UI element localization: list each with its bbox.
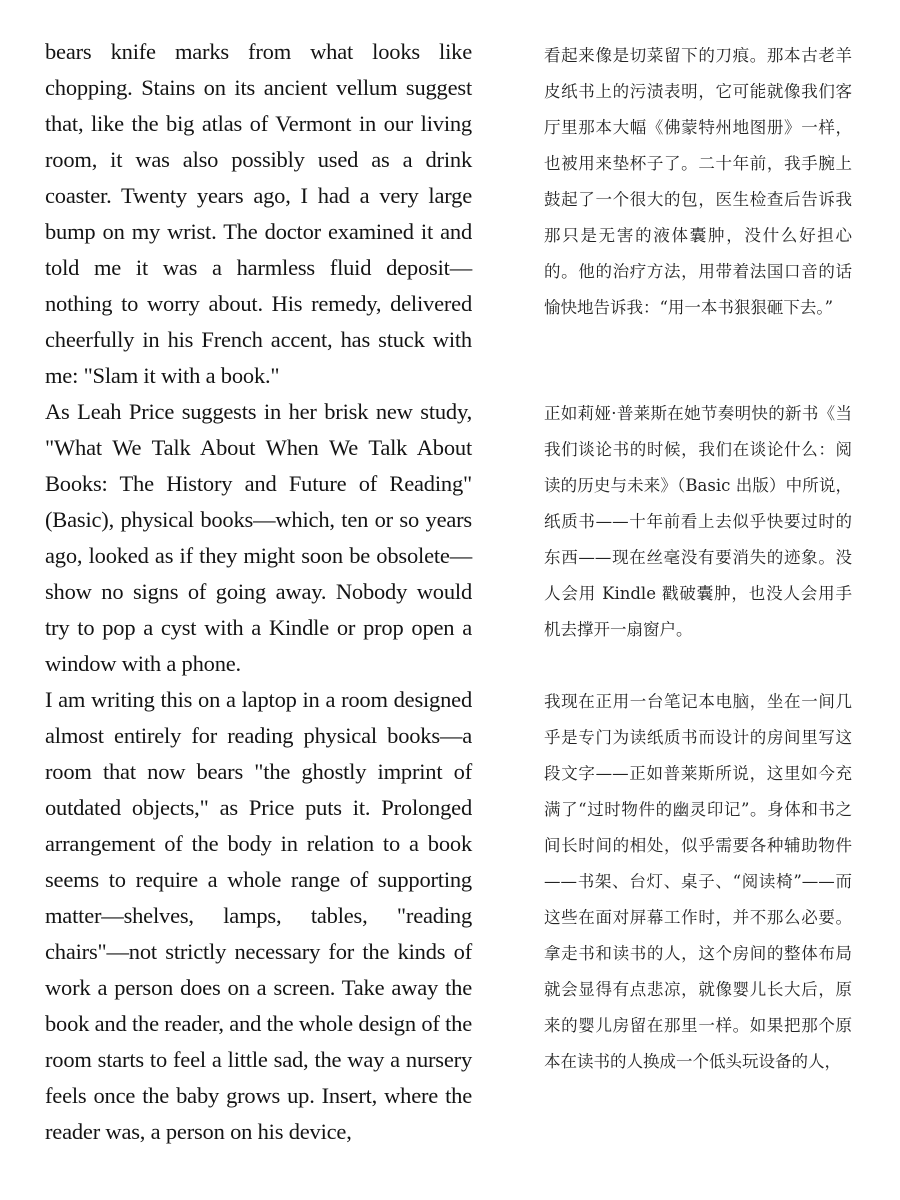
chinese-paragraph-1: 看起来像是切菜留下的刀痕。那本古老羊皮纸书上的污渍表明，它可能就像我们客厅里那本大幅《佛蒙特州地图册》一样，也被用来垫杯子了。二十年前，我手腕上鼓起了一个很大的包，医生检查后告诉我那只是无害的液体囊肿，没什么好担心的。他的治疗方法，用带着法国口音的话愉快地告诉我：“用一本书狠狠砸下去。”: [544, 46, 852, 317]
english-paragraph-2: As Leah Price suggests in her brisk new study, "What We Talk About When We Talk About Books: The History and Future of Reading" (Basic), physical books—which, ten or so years ago, looked as if they might soon be obsolete—show no signs of going away. Nobody would try to pop a cyst with a Kindle or prop open a window with a phone.: [45, 399, 472, 676]
english-column: [45, 34, 472, 1150]
english-paragraph-3: I am writing this on a laptop in a room designed almost entirely for reading physical books—a room that now bears "the ghostly imprint of outdated objects," as Price puts it. Prolonged arrangement of the body in relation to a book seems to require a whole range of supporting matter—shelves, lamps, tables, "reading chairs"—not strictly necessary for the kinds of work a person does on a screen. Take away the book and the reader, and the whole design of the room starts to feel a little sad, the way a nursery feels once the baby grows up. Insert, where the reader was, a person on his device,: [45, 687, 472, 1144]
chinese-paragraph-2: 正如莉娅·普莱斯在她节奏明快的新书《当我们谈论书的时候，我们在谈论什么：阅读的历史与未来》（Basic 出版）中所说，纸质书——十年前看上去似乎快要过时的东西——现在丝毫没有要消失的迹象。没人会用 Kindle 戳破囊肿，也没人会用手机去撑开一扇窗户。: [544, 404, 852, 639]
english-paragraph-1: bears knife marks from what looks like chopping. Stains on its ancient vellum suggest that, like the big atlas of Vermont in our living room, it was also possibly used as a drink coaster. Twenty years ago, I had a very large bump on my wrist. The doctor examined it and told me it was a harmless fluid deposit—nothing to worry about. His remedy, delivered cheerfully in his French accent, has stuck with me: "Slam it with a book.": [45, 39, 472, 388]
chinese-paragraph-3: 我现在正用一台笔记本电脑，坐在一间几乎是专门为读纸质书而设计的房间里写这段文字——正如普莱斯所说，这里如今充满了“过时物件的幽灵印记”。身体和书之间长时间的相处，似乎需要各种辅助物件——书架、台灯、桌子、“阅读椅”——而这些在面对屏幕工作时，并不那么必要。拿走书和读书的人，这个房间的整体布局就会显得有点悲凉，就像婴儿长大后，原来的婴儿房留在那里一样。如果把那个原本在读书的人换成一个低头玩设备的人，: [544, 692, 852, 1071]
